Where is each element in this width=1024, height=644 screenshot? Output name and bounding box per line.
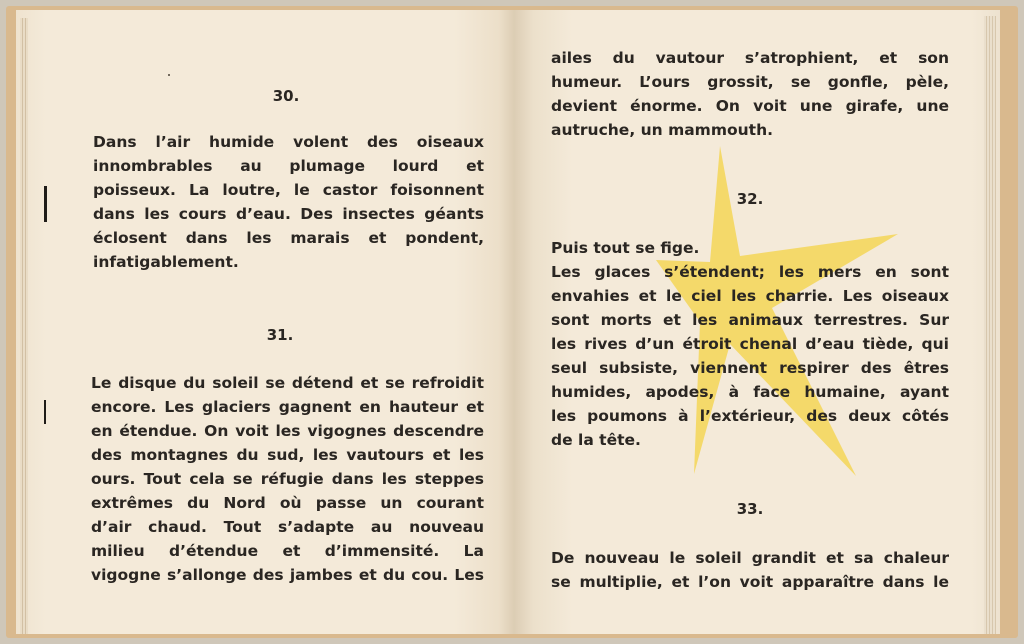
text-line: vigogne s’allonge des jambes et du cou. Les xyxy=(91,566,484,584)
page-tab-marker xyxy=(44,186,47,222)
text-line: en étendue. On voit les vigognes descendre xyxy=(91,422,484,440)
text-line: ailes du vautour s’atrophient, et son xyxy=(551,49,949,67)
book-cover xyxy=(6,6,1018,638)
text-line: poisseux. La loutre, le castor foisonnent xyxy=(93,181,484,199)
section-number-33: 33. xyxy=(736,500,764,518)
text-line: Le disque du soleil se détend et se refroidit xyxy=(91,374,484,392)
text-line: Dans l’air humide volent des oiseaux xyxy=(93,133,484,151)
section-33-text xyxy=(551,546,949,594)
text-line: De nouveau le soleil grandit et sa chaleur xyxy=(551,549,949,567)
text-line: les poumons à l’extérieur, des deux côtés xyxy=(551,407,949,425)
right-page-edges xyxy=(984,16,996,634)
text-line: ours. Tout cela se réfugie dans les steppes xyxy=(91,470,484,488)
text-line: encore. Les glaciers gagnent en hauteur et xyxy=(91,398,484,416)
section-number-32: 32. xyxy=(736,190,764,208)
text-line: extrêmes du Nord où passe un courant xyxy=(91,494,484,512)
left-page xyxy=(16,10,514,634)
section-30-text xyxy=(93,130,484,274)
left-page-edges xyxy=(20,18,28,634)
text-line: devient énorme. On voit une girafe, une xyxy=(551,97,949,115)
text-line: les rives d’un étroit chenal d’eau tiède, qui xyxy=(551,335,949,353)
text-line: seul subsiste, viennent respirer des êtres xyxy=(551,359,949,377)
text-line: éclosent dans les marais et pondent, xyxy=(93,229,484,247)
text-line: innombrables au plumage lourd et xyxy=(93,157,484,175)
text-line: infatigablement. xyxy=(93,253,239,271)
text-line: des montagnes du sud, les vautours et les xyxy=(91,446,484,464)
text-line: Puis tout se fige. xyxy=(551,239,700,257)
text-line: d’air chaud. Tout s’adapte au nouveau xyxy=(91,518,484,536)
section-32-text xyxy=(551,236,949,452)
text-line: dans les cours d’eau. Des insectes géants xyxy=(93,205,484,223)
text-line: milieu d’étendue et d’immensité. La xyxy=(91,542,484,560)
continuation-text xyxy=(551,46,949,142)
text-line: envahies et le ciel les charrie. Les oiseaux xyxy=(551,287,949,305)
text-line: autruche, un mammouth. xyxy=(551,121,773,139)
paper-speck xyxy=(168,74,170,76)
text-line: Les glaces s’étendent; les mers en sont xyxy=(551,263,949,281)
section-number-30: 30. xyxy=(272,87,300,105)
section-31-text xyxy=(91,371,484,587)
page-tab-marker xyxy=(44,400,46,424)
right-page xyxy=(514,10,1000,634)
text-line: humides, apodes, à face humaine, ayant xyxy=(551,383,949,401)
section-number-31: 31. xyxy=(266,326,294,344)
text-line: sont morts et les animaux terrestres. Sur xyxy=(551,311,949,329)
text-line: de la tête. xyxy=(551,431,641,449)
text-line: humeur. L’ours grossit, se gonfle, pèle, xyxy=(551,73,949,91)
text-line: se multiplie, et l’on voit apparaître dans le xyxy=(551,573,949,591)
